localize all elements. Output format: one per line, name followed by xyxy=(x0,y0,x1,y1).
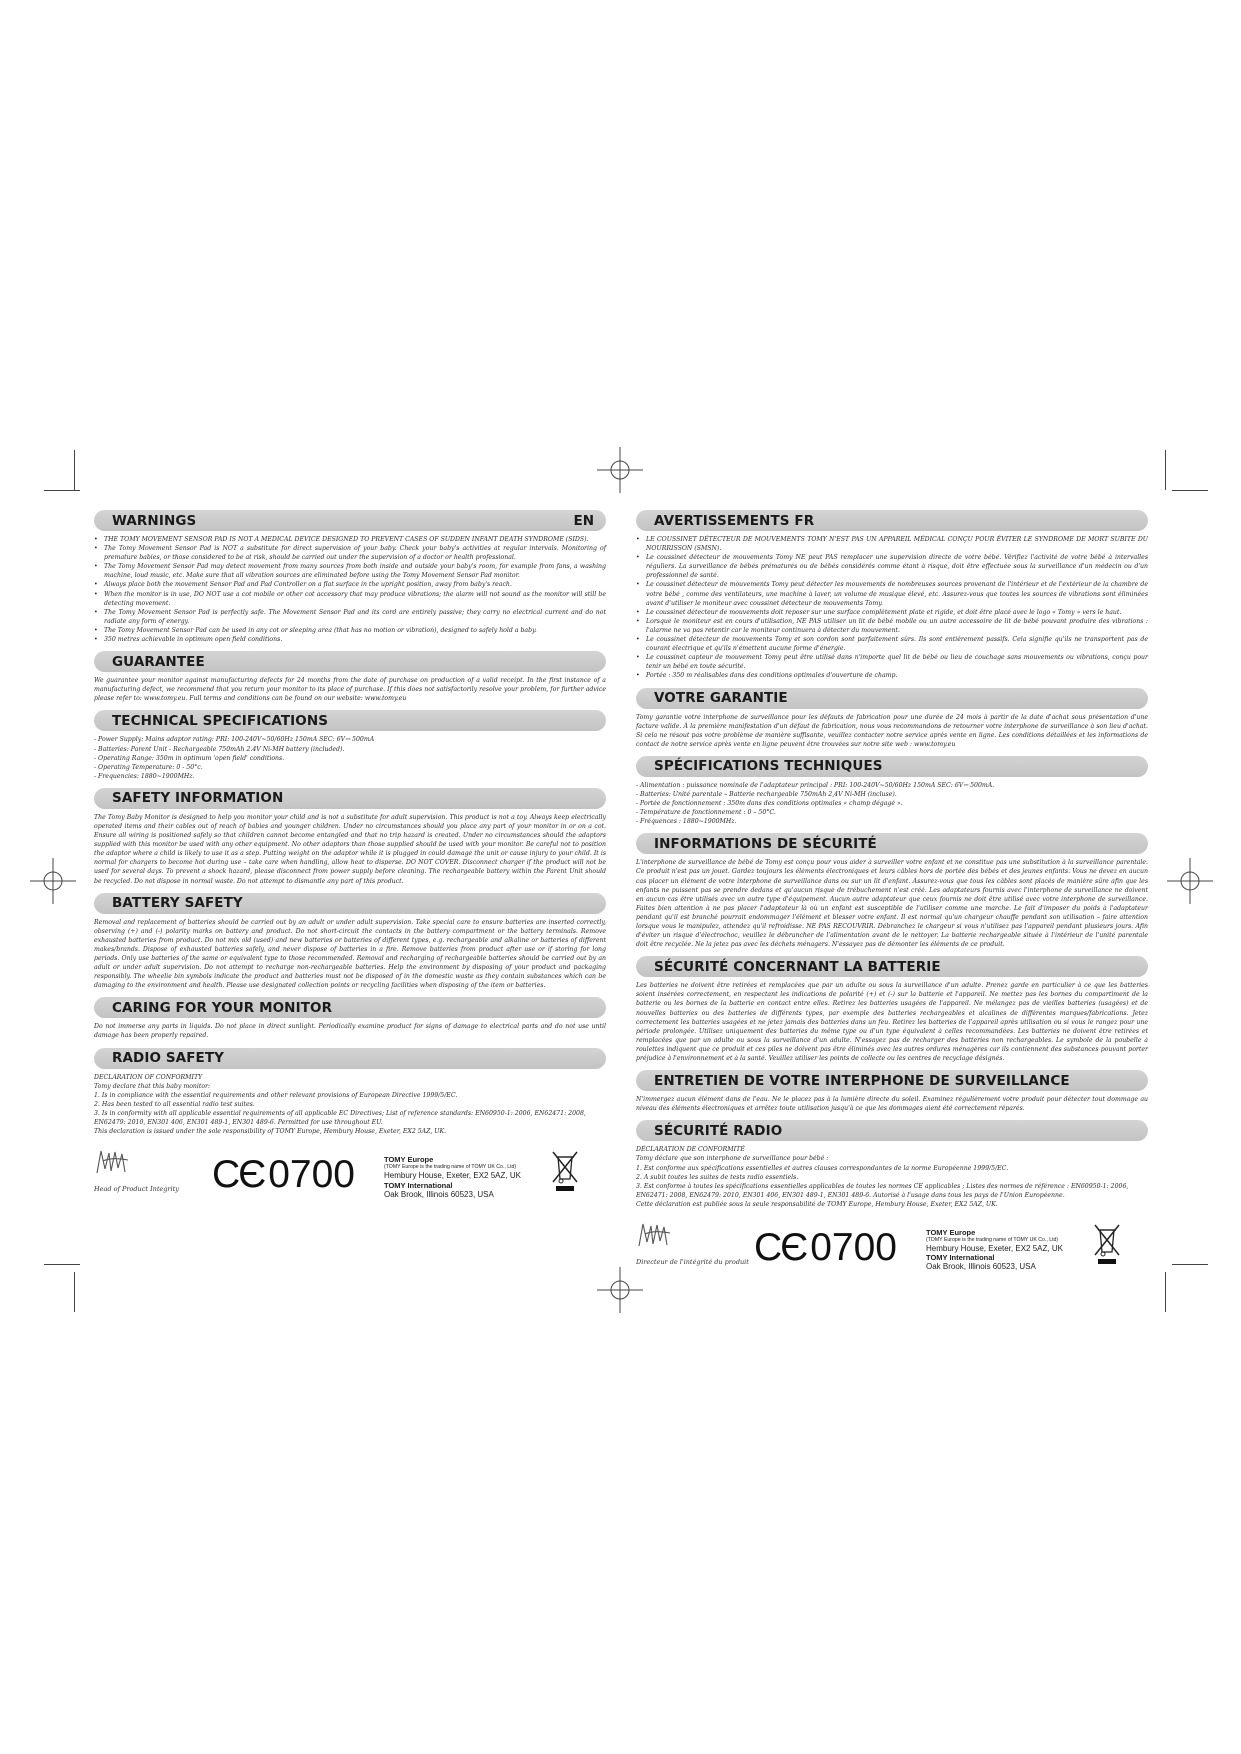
ce-mark-icon: CЄ xyxy=(754,1225,807,1269)
declaration-line: Tomy declare that this baby monitor: xyxy=(94,1082,211,1090)
company-address xyxy=(384,1155,521,1199)
signature-icon xyxy=(636,1220,674,1252)
company-name: TOMY International xyxy=(384,1180,453,1190)
guarantee-text: We guarantee your monitor against manufacturing defects for 24 months from the date of purchase on production of a valid receipt. In the first instance of a manufacturing defect, we recommend that you return your monitor to its place of purchase. If this does not satisfactorily resolve your problem, for further advice please refer to: www.tomy.eu. Full terms and conditions can be found on our website: www.tomy.eu xyxy=(94,677,606,703)
list-item: • Le coussinet détecteur de mouvements Tomy NE peut PAS remplacer une supervision directe de votre bébé. Vérifiez l'activité de votre bébé à intervalles réguliers. La surveillance de bébés prématurés ou de bébés considérés comme étant à risque, doit être effectuée sous la surveillance d'un médecin ou d'un professionnel de santé. xyxy=(636,553,1148,580)
section-title: SPÉCIFICATIONS TECHNIQUES xyxy=(654,758,883,775)
section-header-radio xyxy=(94,1048,606,1069)
section-header-caring xyxy=(636,1070,1148,1091)
section-title: CARING FOR YOUR MONITOR xyxy=(112,999,333,1016)
company-note: (TOMY Europe is the trading name of TOMY UK Co., Ltd) xyxy=(926,1236,1059,1243)
language-tag: EN xyxy=(573,512,594,529)
crop-mark xyxy=(44,490,80,491)
section-header-safety xyxy=(636,833,1148,854)
section-title: AVERTISSEMENTS FR xyxy=(654,512,815,529)
warnings-list xyxy=(636,535,1148,681)
ce-mark xyxy=(212,1155,355,1195)
warnings-list xyxy=(94,535,606,644)
registration-mark-icon xyxy=(597,447,643,493)
caring-text: Do not immerse any parts in liquids. Do not place in direct sunlight. Periodically examine product for signs of damage to electrical parts and do not use until damage has been properly repaired. xyxy=(94,1023,606,1040)
english-column xyxy=(94,510,606,1203)
list-item: • 350 metres achievable in optimum open field conditions. xyxy=(94,635,606,644)
battery-text: Les batteries ne doivent être retirées et remplacées que par un adulte ou sous la surveillance d'un adulte. Prenez garde en particulier à ce que les batteries soient insérées correctement, en respectant les indications de polarité (+) et (-) sur la batterie et l'appareil. Ne mettez pas les bornes du compartiment de la batterie ou les bornes de la batterie en contact entre elles. Retirez les batteries usagées de l'appareil. Ne mélangez pas de vieilles batteries (usagées) et de nouvelles batteries ou des batteries de différents types, par exemple des batteries rechargeables et alcalines de différentes marques/fabrications. Jetez correctement les batteries usagées et ne jetez jamais des batteries dans un feu. Retirez les batteries de l'appareil après utilisation ou si vous le rangez pour une période prolongée. Utilisez uniquement des batteries du même type ou d'un type équivalent à celles recommandées. Les batteries ne doivent être retirées et remplacées que par un adulte ou sous la surveillance d'un adulte. N'essayez pas de recharger des batteries non rechargeables. Le symbole de la poubelle à roulettes indiquent que ce produit et ces piles ne doivent pas être éliminés avec les autres ordures ménagères car ils contiennent des substances pouvant porter préjudice à l'environnement et à la santé. Veuillez utiliser les points de collecte ou les centres de recyclage désignés. xyxy=(636,982,1148,1063)
list-item: - Frequencies: 1880~1900MHz. xyxy=(94,772,195,780)
company-note: (TOMY Europe is the trading name of TOMY UK Co., Ltd) xyxy=(384,1164,517,1171)
crossed-wheelie-bin-icon xyxy=(1094,1222,1120,1266)
technical-list xyxy=(94,735,606,780)
section-title: BATTERY SAFETY xyxy=(112,895,243,912)
crop-mark xyxy=(1172,1264,1208,1265)
french-column xyxy=(636,510,1148,1276)
declaration-line: 3. Is in conformity with all applicable essential requirements of all applicable EC Directives; List of reference standards: EN60950-1: 2006, EN62471: 2008, EN62479: 2010, EN301 406, EN301 489-1, EN301 489-6. Permitted for use throughout EU. xyxy=(94,1109,586,1127)
section-header-warnings xyxy=(636,510,1148,531)
list-item: • Lorsque le moniteur est en cours d'utilisation, NE PAS utiliser un lit de bébé mobile ou un autre accessoire de lit de bébé pouvant produire des vibrations : l'alarme ne va pas retentir car le moniteur continuera à détecter du mouvement. xyxy=(636,617,1148,635)
list-item: - Power Supply: Mains adaptor rating: PRI: 100-240V~50/60Hz 150mA SEC: 6V⎓ 500mA xyxy=(94,736,375,744)
list-item: - Portée de fonctionnement : 350m dans des conditions optimales « champ dégagé ». xyxy=(636,800,903,808)
list-item: - Alimentation : puissance nominale de l'adaptateur principal : PRI: 100-240V~50/60Hz 150mA SEC: 6V⎓ 500mA. xyxy=(636,781,995,789)
crop-mark xyxy=(74,450,75,490)
safety-text: The Tomy Baby Monitor is designed to help you monitor your child and is not a substitute for adult supervision. This product is not a toy. Always keep electrically operated items and their cables out of reach of babies and younger children. Under no circumstances should you place any part of your monitor in or on a cot. Ensure all wiring is positioned safely so that children cannot become entangled and that no trip hazard is created. Under no circumstances should the adaptors supplied with this monitor be used with any other equipment. No other adaptors than those supplied should be used with your monitor. Be careful not to position the adaptor where a child is likely to use it as a step. Putting weight on the adaptor while it is plugged in could damage the unit or cause injury to your child. It is normal for chargers to become hot during use – take care when handling, allow heat to disperse. DO NOT COVER. Disconnect charger if the product will not be used for several days. To prevent a shock hazard, please disconnect from power supply before cleaning. The rechargeable battery within the Parent Unit should be recycled. Do not dispose in normal waste. Do not attempt to dismantle any part of this product. xyxy=(94,813,606,885)
list-item: • When the monitor is in use, DO NOT use a cot mobile or other cot accessory that may produce vibrations; the alarm will not sound as the monitor will still be detecting movement. xyxy=(94,590,606,608)
declaration-line: 2. Has been tested to all essential radio test suites. xyxy=(94,1100,255,1108)
declaration-line: Tomy déclare que son interphone de surveillance pour bébé : xyxy=(636,1155,829,1163)
section-title: VOTRE GARANTIE xyxy=(654,690,788,706)
section-header-guarantee xyxy=(636,688,1148,709)
radio-text xyxy=(94,1073,606,1137)
list-item: • THE TOMY MOVEMENT SENSOR PAD IS NOT A MEDICAL DEVICE DESIGNED TO PREVENT CASES OF SUDDEN INFANT DEATH SYNDROME (SIDS). xyxy=(94,535,606,544)
signature-icon xyxy=(94,1147,132,1179)
footer xyxy=(94,1143,606,1203)
list-item: • LE COUSSINET DÉTECTEUR DE MOUVEMENTS TOMY N'EST PAS UN APPAREIL MÉDICAL CONÇU POUR ÉVITER LE SYNDROME DE MORT SUBITE DU NOURRISSON (SMSN). xyxy=(636,535,1148,553)
section-title: SAFETY INFORMATION xyxy=(112,790,284,807)
list-item: • The Tomy Movement Sensor Pad may detect movement from many sources from both inside and outside your baby's room, for example from fans, a washing machine, loud music, etc. Make sure that all vibration sources are eliminated before using the Tomy Movement Sensor Pad monitor. xyxy=(94,562,606,580)
crop-mark xyxy=(74,1272,75,1312)
ce-number: 0700 xyxy=(268,1153,355,1197)
section-header-battery xyxy=(94,893,606,914)
section-header-guarantee xyxy=(94,651,606,672)
list-item: - Fréquences : 1880~1900MHz. xyxy=(636,818,737,826)
declaration-line: DECLARATION OF CONFORMITY xyxy=(94,1073,203,1081)
list-item: • Le coussinet détecteur de mouvements doit reposer sur une surface complètement plate et rigide, et doit être placé avec le logo « Tomy » vers le haut. xyxy=(636,608,1148,617)
declaration-line: Cette déclaration est publiée sous la seule responsabilité de TOMY Europe, Hembury House, Exeter, EX2 5AZ, UK. xyxy=(636,1200,998,1208)
section-title: SÉCURITÉ RADIO xyxy=(654,1122,783,1139)
section-header-technical xyxy=(636,756,1148,777)
crop-mark xyxy=(1172,490,1208,491)
footer xyxy=(636,1216,1148,1276)
section-header-battery xyxy=(636,956,1148,977)
radio-text xyxy=(636,1145,1148,1209)
section-title: RADIO SAFETY xyxy=(112,1050,225,1067)
list-item: • Le coussinet capteur de mouvement Tomy peut être utilisé dans n'importe quel lit de bébé ou lieu de couchage sans mouvements ou vibrations, conçu pour tenir un bébé en toute sécurité. xyxy=(636,653,1148,671)
list-item: • The Tomy Movement Sensor Pad can be used in any cot or sleeping area (that has no motion or vibration), designed to safely hold a baby. xyxy=(94,626,606,635)
crop-mark xyxy=(1165,1272,1166,1312)
list-item: - Batteries: Parent Unit - Rechargeable 750mAh 2.4V Ni-MH battery (included). xyxy=(94,745,345,753)
section-title: SÉCURITÉ CONCERNANT LA BATTERIE xyxy=(654,958,941,975)
section-header-caring xyxy=(94,997,606,1018)
section-title: INFORMATIONS DE SÉCURITÉ xyxy=(654,835,877,852)
list-item: • Le coussinet détecteur de mouvements Tomy et son cordon sont parfaitement sûrs. Ils sont entièrement passifs. Cela signifie qu'ils ne transportent pas de courant électrique et qu'ils n'émettent aucune forme d'énergie. xyxy=(636,635,1148,653)
company-address-line: Hembury House, Exeter, EX2 5AZ, UK xyxy=(384,1171,521,1181)
caring-text: N'immergez aucun élément dans de l'eau. Ne le placez pas à la lumière directe du soleil. Examinez régulièrement votre produit pour détecter tout dommage au niveau des éléments électroniques et arrêtez toute utilisation jusqu'à ce que les dommages aient été correctement réparés. xyxy=(636,1096,1148,1113)
list-item: • Portée : 350 m réalisables dans des conditions optimales d'ouverture de champ. xyxy=(636,671,1148,680)
ce-mark-icon: CЄ xyxy=(212,1153,265,1197)
safety-text: L'interphone de surveillance de bébé de Tomy est conçu pour vous aider à surveiller votre enfant et ne constitue pas une substitution à la surveillance parentale. Ce produit n'est pas un jouet. Gardez toujours les éléments électroniques et leurs câbles hors de portée des bébés et des jeunes enfants. Vous ne devez en aucun cas placer un élément de votre interphone de surveillance dans ou sur un lit d'enfant. Assurez-vous que tous les câbles sont placés de manière sûre afin que les enfants ne puissent pas se prendre dedans et qu'aucun risque de trébuchement n'est créé. Les adaptateurs fournis avec l'interphone de surveillance ne doivent en aucun cas être utilisés avec un autre type d'équipement. Aucun autre adaptateur que ceux fournis ne doit être utilisé avec votre interphone de surveillance. Faites bien attention à ne pas placer l'adaptateur là où un enfant est susceptible de l'utiliser comme une marche. Le fait d'imposer du poids à l'adaptateur pendant qu'il est branché pourrait endommager l'élément et blesser votre enfant. Il est normal qu'un chargeur chauffe pendant son utilisation – faire attention lorsque vous le manipulez, attendez qu'il refroidisse. NE PAS RECOUVRIR. Débranchez le chargeur si vous n'utilisez pas l'appareil pendant plusieurs jours. Afin d'éviter un risque d'électrochoc, veuillez le débrancher de l'alimentation avant de le nettoyer. La batterie rechargeable située à l'intérieur de l'unité parentale doit être recyclée. Ne la jetez pas avec les déchets ménagers. N'essayez pas de démonter les éléments de ce produit. xyxy=(636,859,1148,949)
section-header-warnings xyxy=(94,510,606,531)
crossed-wheelie-bin-icon xyxy=(552,1149,578,1193)
section-title: WARNINGS xyxy=(112,512,197,529)
list-item: • Always place both the movement Sensor Pad and Pad Controller on a flat surface in the upright position, away from baby's reach. xyxy=(94,580,606,589)
list-item: - Température de fonctionnement : 0 – 50°C. xyxy=(636,809,776,817)
company-name: TOMY International xyxy=(926,1253,995,1263)
guarantee-text: Tomy garantie votre interphone de surveillance pour les défauts de fabrication pour une durée de 24 mois à partir de la date d'achat sous présentation d'une facture valide. À la première manifestation d'un défaut de fabrication, nous vous recommandons de retourner votre interphone de surveillance à son lieu d'achat. Si cela ne résout pas votre problème de manière suffisante, veuillez contacter notre service après vente en ligne. Les conditions détaillées et les informations de contact de notre service après vente en ligne peuvent être trouvées sur notre site web : www.tomy.eu xyxy=(636,713,1148,748)
list-item: • The Tomy Movement Sensor Pad is NOT a substitute for direct supervision of your baby. Check your baby's activities at regular intervals. Monitoring of premature babies, or those considered to be at risk, should be carried out under the supervision of a doctor or health professional. xyxy=(94,544,606,562)
declaration-line: DÉCLARATION DE CONFORMITÉ xyxy=(636,1146,745,1154)
section-title: ENTRETIEN DE VOTRE INTERPHONE DE SURVEILLANCE xyxy=(654,1072,1070,1089)
company-name: TOMY Europe xyxy=(384,1155,434,1165)
registration-mark-icon xyxy=(1167,858,1213,904)
crop-mark xyxy=(44,1264,80,1265)
crop-mark xyxy=(1165,450,1166,490)
list-item: • The Tomy Movement Sensor Pad is perfectly safe. The Movement Sensor Pad and its cord are entirely passive; they carry no electrical current and do not radiate any form of energy. xyxy=(94,608,606,626)
list-item: • Le coussinet détecteur de mouvements Tomy peut détecter les mouvements de nombreuses sources provenant de l'intérieur et de l'extérieur de la chambre de votre bébé , comme des ventilateurs, une machine à laver, un volume de musique élevé, etc. Assurez-vous que toutes les sources de vibrations sont éliminées avant d'utiliser le moniteur avec coussinet détecteur de mouvements Tomy. xyxy=(636,580,1148,607)
section-header-safety xyxy=(94,788,606,809)
section-header-technical xyxy=(94,710,606,731)
company-address xyxy=(926,1228,1063,1272)
declaration-line: 2. A subit toutes les suites de tests radio essentiels. xyxy=(636,1173,799,1181)
declaration-line: 1. Est conforme aux spécifications essentielles et autres clauses correspondantes de la norme Européenne 1999/5/EC. xyxy=(636,1164,1009,1172)
ce-number: 0700 xyxy=(810,1225,897,1269)
registration-mark-icon xyxy=(30,858,76,904)
list-item: - Operating Temperature: 0 - 50°c. xyxy=(94,763,203,771)
company-address-line: Hembury House, Exeter, EX2 5AZ, UK xyxy=(926,1243,1063,1253)
list-item: - Batteries: Unité parentale – Batterie rechargeable 750mAh 2,4V Ni-MH (incluse). xyxy=(636,790,897,798)
ce-mark xyxy=(754,1225,897,1269)
section-title: TECHNICAL SPECIFICATIONS xyxy=(112,712,329,729)
declaration-line: 3. Est conforme à toutes les spécifications essentielles applicables de toutes les normes CE applicables ; Listes des normes de référence : EN60950-1: 2006, EN62471: 2008, EN62479: 2010, EN301 406, EN301 489-1, EN301 489-6. Autorisé à l'usage dans tous les pays de l'Union Européenne. xyxy=(636,1182,1129,1199)
signature-caption: Head of Product Integrity xyxy=(94,1185,179,1194)
signature-caption: Directeur de l'intégrité du produit xyxy=(636,1257,749,1266)
section-title: GUARANTEE xyxy=(112,653,205,670)
technical-list xyxy=(636,781,1148,826)
battery-text: Removal and replacement of batteries should be carried out by an adult or under adult supervision. Take special care to ensure batteries are inserted correctly, observing (+) and (-) polarity marks on battery and product. Do not short-circuit the contacts in the battery compartment or the battery terminals. Remove exhausted batteries from product. Do not mix old (used) and new batteries or batteries of different types, e.g. rechargeable and alkaline or batteries of different makes/brands. Dispose of exhausted batteries safely, and never dispose of batteries in a fire. Remove batteries from product after use or if storing for long periods. Only use batteries of the same or equivalent type to those recommended. Removal and recharging of rechargeable batteries should be carried out by an adult or under adult supervision. Do not attempt to recharge non-rechargeable batteries. Help the environment by disposing of your product and packaging responsibly. The wheelie bin symbols indicate the product and batteries must not be disposed of in the domestic waste as they contain substances which can be damaging to the environment and health. Please use designated collection points or recycling facilities when disposing of the item or batteries. xyxy=(94,918,606,990)
declaration-line: This declaration is issued under the sole responsibility of TOMY Europe, Hembury House, Exeter, EX2 5AZ, UK. xyxy=(94,1128,447,1136)
list-item: - Operating Range: 350m in optimum 'open field' conditions. xyxy=(94,754,285,762)
company-address-line: Oak Brook, Illinois 60523, USA xyxy=(926,1262,1036,1272)
section-header-radio xyxy=(636,1120,1148,1141)
company-name: TOMY Europe xyxy=(926,1227,976,1237)
company-address-line: Oak Brook, Illinois 60523, USA xyxy=(384,1189,494,1199)
declaration-line: 1. Is in compliance with the essential requirements and other relevant provisions of European Directive 1999/5/EC. xyxy=(94,1091,458,1099)
